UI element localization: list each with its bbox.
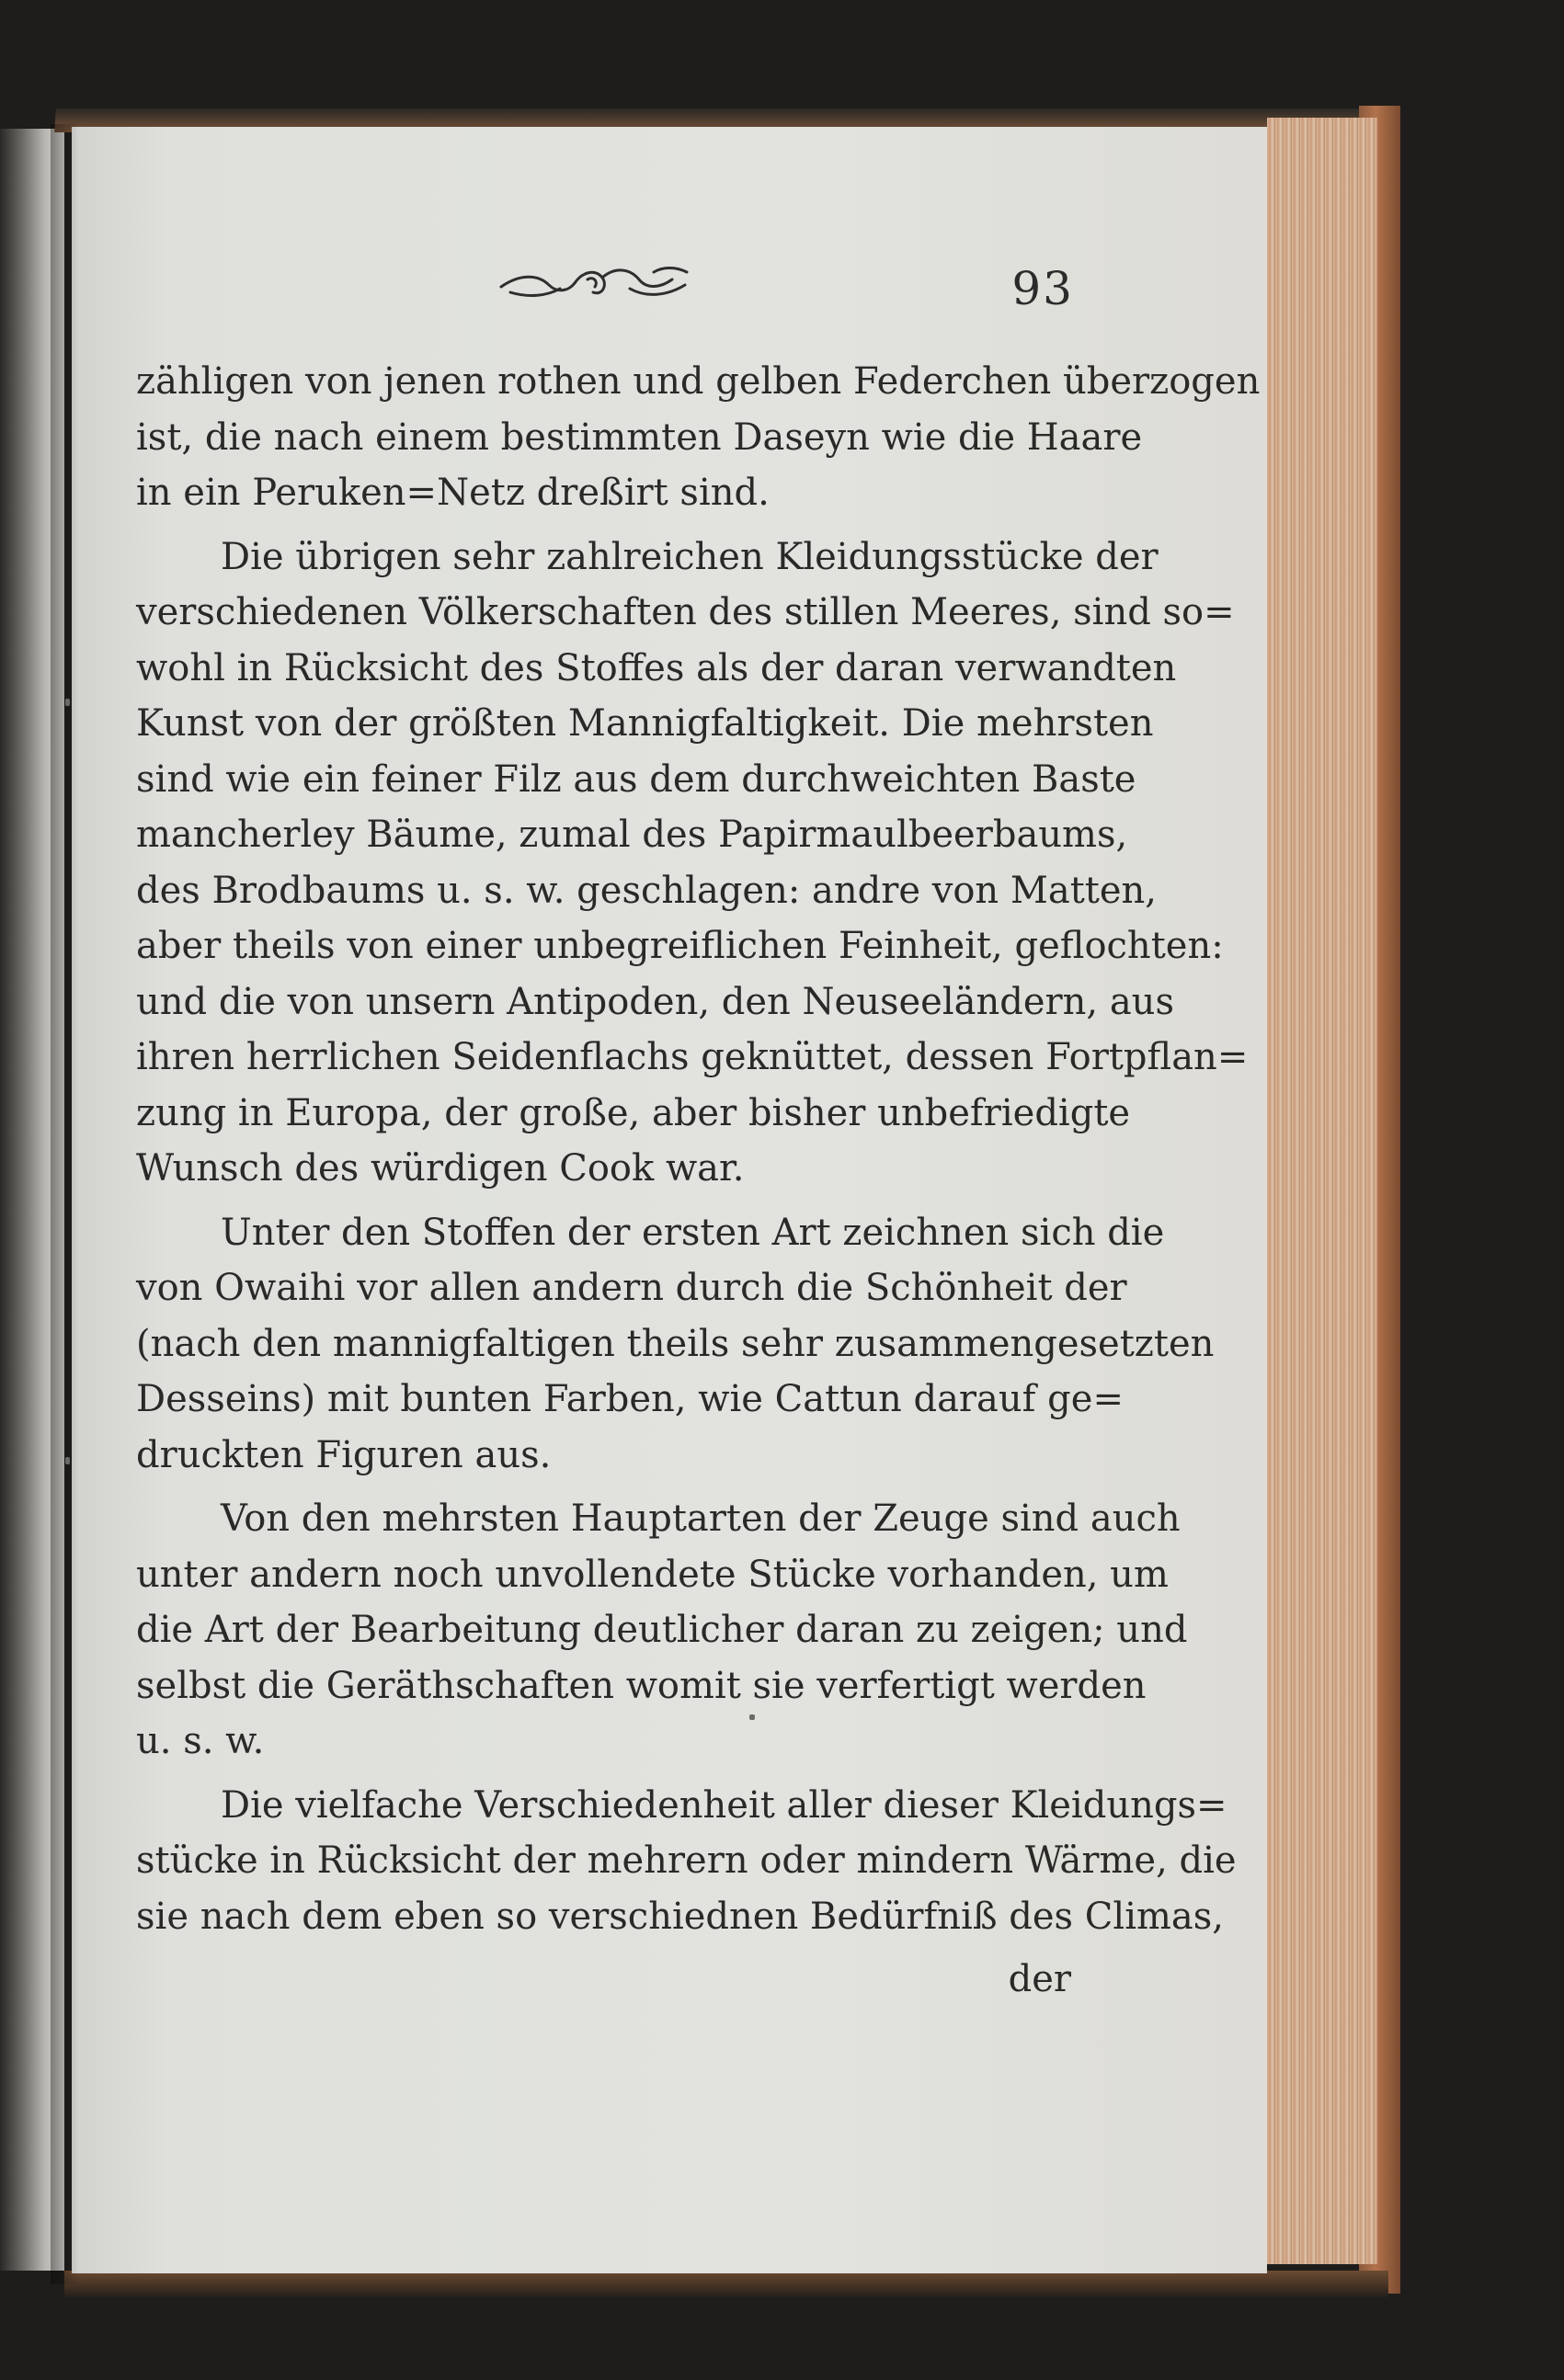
text-line: selbst die Geräthschaften womit sie verfertigt werden [136, 1664, 1147, 1707]
text-line: (nach den mannigfaltigen theils sehr zusammengesetzten [136, 1322, 1215, 1365]
text-line: zähligen von jenen rothen und gelben Federchen überzogen [136, 360, 1261, 403]
page-number: 93 [1011, 262, 1074, 315]
text-line: aber theils von einer unbegreiflichen Feinheit, geflochten: [136, 925, 1224, 967]
paragraph [136, 354, 1261, 521]
text-line: mancherley Bäume, zumal des Papirmaulbeerbaums, [136, 814, 1128, 856]
text-line: Die übrigen sehr zahlreichen Kleidungsstücke der [221, 535, 1159, 578]
text-line: unter andern noch unvollendete Stücke vorhanden, um [136, 1553, 1169, 1596]
body-text [136, 354, 1261, 1953]
text-line: Unter den Stoffen der ersten Art zeichnen sich die [221, 1211, 1165, 1254]
text-line: in ein Peruken=Netz dreßirt sind. [136, 472, 770, 514]
text-line: u. s. w. [136, 1720, 265, 1762]
paragraph [136, 1778, 1237, 1945]
text-line: Wunsch des würdigen Cook war. [136, 1147, 745, 1190]
paragraph [136, 1491, 1188, 1770]
text-line: die Art der Bearbeitung deutlicher daran zu zeigen; und [136, 1609, 1188, 1651]
text-line: sind wie ein feiner Filz aus dem durchweichten Baste [136, 757, 1136, 801]
catchword: der [1008, 1958, 1071, 2000]
text-line: Kunst von der größten Mannigfaltigkeit. Die mehrsten [136, 702, 1154, 745]
paragraph [136, 530, 1249, 1197]
paragraph [136, 1205, 1215, 1484]
page-fleck [749, 1714, 755, 1720]
page-fore-edge [1267, 118, 1377, 2264]
text-line: zung in Europa, der große, aber bisher unbefriedigte [136, 1091, 1131, 1134]
text-line: Desseins) mit bunten Farben, wie Cattun darauf ge= [136, 1378, 1124, 1420]
text-line: stücke in Rücksicht der mehrern oder mindern Wärme, die [136, 1839, 1237, 1882]
text-line: ist, die nach einem bestimmten Daseyn wie die Haare [136, 416, 1143, 459]
text-line: von Owaihi vor allen andern durch die Schönheit der [136, 1267, 1127, 1309]
page-fleck [65, 1457, 70, 1464]
text-line: verschiedenen Völkerschaften des stillen Meeres, sind so= [136, 591, 1235, 633]
text-line: ihren herrlichen Seidenflachs geknüttet, dessen Fortpflan= [136, 1036, 1249, 1078]
text-line: und die von unsern Antipoden, den Neuseeländern, aus [136, 980, 1174, 1023]
text-line: sie nach dem eben so verschiednen Bedürfniß des Climas, [136, 1895, 1225, 1938]
book-bottom-edge [64, 2271, 1388, 2298]
ornament-icon [492, 256, 694, 311]
text-line: des Brodbaums u. s. w. geschlagen: andre von Matten, [136, 869, 1157, 912]
text-line: wohl in Rücksicht des Stoffes als der daran verwandten [136, 646, 1177, 689]
text-line: Die vielfache Verschiedenheit aller dieser Kleidungs= [221, 1783, 1227, 1827]
page-gutter-shadow [51, 124, 78, 2284]
page-fleck [65, 699, 70, 706]
text-line: Von den mehrsten Hauptarten der Zeuge sind auch [221, 1497, 1181, 1540]
text-line: druckten Figuren aus. [136, 1433, 552, 1476]
